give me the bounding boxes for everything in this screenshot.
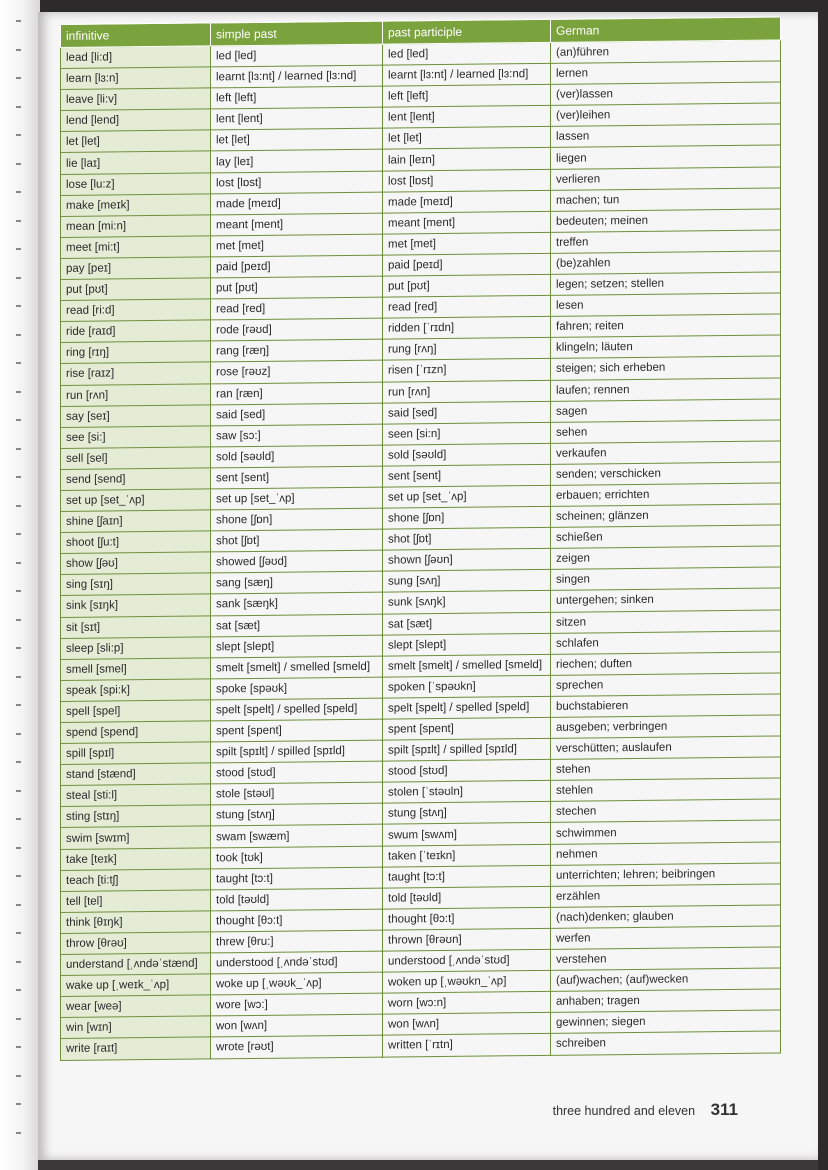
past-participle-cell: run [rʌn] bbox=[383, 380, 551, 403]
infinitive-cell: lead [li:d] bbox=[61, 46, 211, 69]
infinitive-cell: think [θɪŋk] bbox=[61, 911, 211, 934]
german-cell: scheinen; glänzen bbox=[551, 504, 781, 528]
binder-hole bbox=[16, 362, 21, 364]
past-participle-cell: stolen [ˈstəʊln] bbox=[383, 781, 551, 804]
infinitive-cell: put [pʊt] bbox=[61, 278, 211, 301]
german-cell: sprechen bbox=[551, 673, 781, 697]
past-participle-cell: said [sed] bbox=[383, 401, 551, 424]
past-participle-cell: swum [swʌm] bbox=[383, 823, 551, 846]
infinitive-cell: ring [rɪŋ] bbox=[61, 341, 211, 364]
past-participle-cell: taught [tɔ:t] bbox=[383, 865, 551, 888]
header-infinitive: infinitive bbox=[61, 23, 211, 48]
infinitive-cell: lie [laɪ] bbox=[61, 151, 211, 174]
binder-hole bbox=[16, 305, 21, 307]
german-cell: legen; setzen; stellen bbox=[551, 272, 781, 296]
past-participle-cell: set up [set_ˈʌp] bbox=[383, 485, 551, 508]
simple-past-cell: said [sed] bbox=[211, 403, 383, 426]
german-cell: singen bbox=[551, 567, 781, 591]
binder-hole bbox=[16, 1018, 21, 1020]
infinitive-cell: run [rʌn] bbox=[61, 383, 211, 406]
infinitive-cell: say [seɪ] bbox=[61, 405, 211, 428]
binder-hole bbox=[16, 847, 21, 849]
irregular-verbs-table bbox=[60, 16, 781, 1060]
simple-past-cell: swam [swæm] bbox=[211, 825, 383, 848]
simple-past-cell: smelt [smelt] / smelled [smeld] bbox=[211, 656, 383, 679]
simple-past-cell: wore [wɔ:] bbox=[211, 993, 383, 1016]
past-participle-cell: understood [ˌʌndəˈstʊd] bbox=[383, 949, 551, 972]
simple-past-cell: learnt [lɜ:nt] / learned [lɜ:nd] bbox=[211, 65, 383, 88]
german-cell: verschütten; auslaufen bbox=[551, 736, 781, 760]
book-page bbox=[38, 12, 818, 1160]
simple-past-cell: stood [stʊd] bbox=[211, 761, 383, 784]
german-cell: klingeln; läuten bbox=[551, 335, 781, 359]
past-participle-cell: thought [θɔ:t] bbox=[383, 907, 551, 930]
simple-past-cell: lay [leɪ] bbox=[211, 150, 383, 173]
past-participle-cell: learnt [lɜ:nt] / learned [lɜ:nd] bbox=[383, 63, 551, 86]
binder-hole bbox=[16, 163, 21, 165]
binder-hole bbox=[16, 448, 21, 450]
german-cell: buchstabieren bbox=[551, 694, 781, 718]
binder-strip bbox=[0, 0, 40, 1170]
german-cell: verlieren bbox=[551, 167, 781, 191]
past-participle-cell: stood [stʊd] bbox=[383, 760, 551, 783]
simple-past-cell: slept [slept] bbox=[211, 635, 383, 658]
binder-hole bbox=[16, 20, 21, 22]
binder-hole bbox=[16, 277, 21, 279]
binder-hole bbox=[16, 220, 21, 222]
simple-past-cell: meant [ment] bbox=[211, 213, 383, 236]
past-participle-cell: sent [sent] bbox=[383, 464, 551, 487]
binder-hole bbox=[16, 904, 21, 906]
german-cell: ausgeben; verbringen bbox=[551, 715, 781, 739]
infinitive-cell: tell [tel] bbox=[61, 890, 211, 913]
simple-past-cell: led [led] bbox=[211, 44, 383, 67]
past-participle-cell: let [let] bbox=[383, 127, 551, 150]
past-participle-cell: thrown [θrəʊn] bbox=[383, 928, 551, 951]
german-cell: sehen bbox=[551, 420, 781, 444]
simple-past-cell: read [red] bbox=[211, 297, 383, 320]
simple-past-cell: told [təʊld] bbox=[211, 888, 383, 911]
infinitive-cell: leave [li:v] bbox=[61, 88, 211, 111]
binder-hole bbox=[16, 704, 21, 706]
binder-hole bbox=[16, 961, 21, 963]
infinitive-cell: lose [lu:z] bbox=[61, 172, 211, 195]
infinitive-cell: win [wɪn] bbox=[61, 1016, 211, 1039]
binder-hole bbox=[16, 419, 21, 421]
german-cell: schießen bbox=[551, 525, 781, 549]
german-cell: zeigen bbox=[551, 546, 781, 570]
past-participle-cell: put [pʊt] bbox=[383, 274, 551, 297]
infinitive-cell: swim [swɪm] bbox=[61, 826, 211, 849]
german-cell: treffen bbox=[551, 230, 781, 254]
past-participle-cell: stung [stʌŋ] bbox=[383, 802, 551, 825]
past-participle-cell: read [red] bbox=[383, 295, 551, 318]
infinitive-cell: show [ʃəʊ] bbox=[61, 552, 211, 575]
infinitive-cell: ride [raɪd] bbox=[61, 320, 211, 343]
infinitive-cell: smell [smel] bbox=[61, 658, 211, 681]
binder-hole bbox=[16, 676, 21, 678]
simple-past-cell: showed [ʃəʊd] bbox=[211, 550, 383, 573]
past-participle-cell: spilt [spɪlt] / spilled [spɪld] bbox=[383, 738, 551, 761]
past-participle-cell: spelt [spelt] / spelled [speld] bbox=[383, 696, 551, 719]
page-number-words: three hundred and eleven bbox=[552, 1104, 696, 1118]
binder-hole bbox=[16, 590, 21, 592]
simple-past-cell: ran [ræn] bbox=[211, 382, 383, 405]
german-cell: (an)führen bbox=[551, 40, 781, 64]
infinitive-cell: sing [sɪŋ] bbox=[61, 573, 211, 596]
binder-hole bbox=[16, 106, 21, 108]
infinitive-cell: sting [stɪŋ] bbox=[61, 805, 211, 828]
infinitive-cell: set up [set_ˈʌp] bbox=[61, 489, 211, 512]
simple-past-cell: sang [sæŋ] bbox=[211, 571, 383, 594]
infinitive-cell: throw [θrəʊ] bbox=[61, 932, 211, 955]
simple-past-cell: let [let] bbox=[211, 128, 383, 151]
infinitive-cell: stand [stænd] bbox=[61, 763, 211, 786]
binder-hole bbox=[16, 1075, 21, 1077]
german-cell: steigen; sich erheben bbox=[551, 356, 781, 380]
past-participle-cell: led [led] bbox=[383, 42, 551, 65]
simple-past-cell: rode [rəʊd] bbox=[211, 318, 383, 341]
german-cell: (auf)wachen; (auf)wecken bbox=[551, 968, 781, 992]
bottom-shadow bbox=[38, 1160, 818, 1170]
german-cell: fahren; reiten bbox=[551, 314, 781, 338]
past-participle-cell: met [met] bbox=[383, 232, 551, 255]
german-cell: liegen bbox=[551, 145, 781, 169]
infinitive-cell: spell [spel] bbox=[61, 700, 211, 723]
simple-past-cell: lost [lɒst] bbox=[211, 171, 383, 194]
past-participle-cell: shown [ʃəʊn] bbox=[383, 549, 551, 572]
infinitive-cell: sell [sel] bbox=[61, 447, 211, 470]
infinitive-cell: let [let] bbox=[61, 130, 211, 153]
infinitive-cell: rise [raɪz] bbox=[61, 362, 211, 385]
infinitive-cell: sink [sɪŋk] bbox=[61, 594, 211, 617]
infinitive-cell: steal [sti:l] bbox=[61, 784, 211, 807]
binder-hole bbox=[16, 1132, 21, 1134]
binder-hole bbox=[16, 932, 21, 934]
simple-past-cell: understood [ˌʌndəˈstʊd] bbox=[211, 951, 383, 974]
past-participle-cell: made [meɪd] bbox=[383, 190, 551, 213]
infinitive-cell: wake up [ˌweɪk_ˈʌp] bbox=[61, 974, 211, 997]
german-cell: erzählen bbox=[551, 884, 781, 908]
simple-past-cell: sat [sæt] bbox=[211, 614, 383, 637]
german-cell: laufen; rennen bbox=[551, 377, 781, 401]
simple-past-cell: woke up [ˌwəʊk_ˈʌp] bbox=[211, 972, 383, 995]
infinitive-cell: learn [lɜ:n] bbox=[61, 67, 211, 90]
german-cell: (nach)denken; glauben bbox=[551, 905, 781, 929]
header-simple-past: simple past bbox=[211, 21, 383, 46]
past-participle-cell: sung [sʌŋ] bbox=[383, 570, 551, 593]
german-cell: riechen; duften bbox=[551, 652, 781, 676]
german-cell: verstehen bbox=[551, 947, 781, 971]
simple-past-cell: spilt [spɪlt] / spilled [spɪld] bbox=[211, 740, 383, 763]
past-participle-cell: paid [peɪd] bbox=[383, 253, 551, 276]
simple-past-cell: sank [sæŋk] bbox=[211, 593, 383, 616]
simple-past-cell: shone [ʃɒn] bbox=[211, 508, 383, 531]
simple-past-cell: sold [səʊld] bbox=[211, 445, 383, 468]
past-participle-cell: spoken [ˈspəʊkn] bbox=[383, 675, 551, 698]
past-participle-cell: sunk [sʌŋk] bbox=[383, 591, 551, 614]
infinitive-cell: mean [mi:n] bbox=[61, 215, 211, 238]
past-participle-cell: sat [sæt] bbox=[383, 612, 551, 635]
simple-past-cell: left [left] bbox=[211, 86, 383, 109]
past-participle-cell: taken [ˈteɪkn] bbox=[383, 844, 551, 867]
infinitive-cell: write [raɪt] bbox=[61, 1037, 211, 1060]
past-participle-cell: sold [səʊld] bbox=[383, 443, 551, 466]
german-cell: untergehen; sinken bbox=[551, 588, 781, 612]
simple-past-cell: met [met] bbox=[211, 234, 383, 257]
binder-hole bbox=[16, 989, 21, 991]
infinitive-cell: spend [spend] bbox=[61, 721, 211, 744]
past-participle-cell: seen [si:n] bbox=[383, 422, 551, 445]
past-participle-cell: left [left] bbox=[383, 85, 551, 108]
simple-past-cell: taught [tɔ:t] bbox=[211, 867, 383, 890]
infinitive-cell: speak [spi:k] bbox=[61, 679, 211, 702]
binder-hole bbox=[16, 334, 21, 336]
german-cell: schreiben bbox=[551, 1031, 781, 1055]
simple-past-cell: lent [lent] bbox=[211, 107, 383, 130]
header-past-participle: past participle bbox=[383, 19, 551, 44]
binder-hole bbox=[16, 619, 21, 621]
binder-hole bbox=[16, 875, 21, 877]
infinitive-cell: read [ri:d] bbox=[61, 299, 211, 322]
german-cell: stechen bbox=[551, 799, 781, 823]
german-cell: stehlen bbox=[551, 778, 781, 802]
binder-hole bbox=[16, 248, 21, 250]
simple-past-cell: thought [θɔ:t] bbox=[211, 909, 383, 932]
past-participle-cell: risen [ˈrɪzn] bbox=[383, 359, 551, 382]
binder-hole bbox=[16, 562, 21, 564]
binder-hole bbox=[16, 761, 21, 763]
german-cell: (be)zahlen bbox=[551, 251, 781, 275]
past-participle-cell: woken up [ˌwəʊkn_ˈʌp] bbox=[383, 970, 551, 993]
binder-hole bbox=[16, 77, 21, 79]
infinitive-cell: lend [lend] bbox=[61, 109, 211, 132]
simple-past-cell: put [pʊt] bbox=[211, 276, 383, 299]
infinitive-cell: take [teɪk] bbox=[61, 847, 211, 870]
german-cell: erbauen; errichten bbox=[551, 483, 781, 507]
infinitive-cell: teach [ti:tʃ] bbox=[61, 869, 211, 892]
german-cell: nehmen bbox=[551, 842, 781, 866]
simple-past-cell: made [meɪd] bbox=[211, 192, 383, 215]
german-cell: lesen bbox=[551, 293, 781, 317]
past-participle-cell: lain [leɪn] bbox=[383, 148, 551, 171]
infinitive-cell: understand [ˌʌndəˈstænd] bbox=[61, 953, 211, 976]
german-cell: werfen bbox=[551, 926, 781, 950]
past-participle-cell: shone [ʃɒn] bbox=[383, 506, 551, 529]
simple-past-cell: wrote [rəʊt] bbox=[211, 1036, 383, 1059]
infinitive-cell: see [si:] bbox=[61, 426, 211, 449]
german-cell: lassen bbox=[551, 124, 781, 148]
past-participle-cell: rung [rʌŋ] bbox=[383, 338, 551, 361]
infinitive-cell: sit [sɪt] bbox=[61, 615, 211, 638]
german-cell: sitzen bbox=[551, 609, 781, 633]
past-participle-cell: slept [slept] bbox=[383, 633, 551, 656]
binder-hole bbox=[16, 1103, 21, 1105]
past-participle-cell: meant [ment] bbox=[383, 211, 551, 234]
binder-hole bbox=[16, 134, 21, 136]
past-participle-cell: shot [ʃɒt] bbox=[383, 528, 551, 551]
simple-past-cell: sent [sent] bbox=[211, 466, 383, 489]
german-cell: verkaufen bbox=[551, 441, 781, 465]
binder-hole bbox=[16, 391, 21, 393]
binder-hole bbox=[16, 818, 21, 820]
binder-hole bbox=[16, 790, 21, 792]
binder-hole bbox=[16, 533, 21, 535]
table-body bbox=[61, 40, 781, 1060]
german-cell: senden; verschicken bbox=[551, 462, 781, 486]
simple-past-cell: won [wʌn] bbox=[211, 1014, 383, 1037]
simple-past-cell: threw [θru:] bbox=[211, 930, 383, 953]
past-participle-cell: spent [spent] bbox=[383, 717, 551, 740]
simple-past-cell: stung [stʌŋ] bbox=[211, 803, 383, 826]
binder-hole bbox=[16, 505, 21, 507]
simple-past-cell: stole [stəʊl] bbox=[211, 782, 383, 805]
past-participle-cell: written [ˈrɪtn] bbox=[383, 1034, 551, 1057]
past-participle-cell: ridden [ˈrɪdn] bbox=[383, 317, 551, 340]
binder-hole bbox=[16, 1046, 21, 1048]
simple-past-cell: spoke [spəʊk] bbox=[211, 677, 383, 700]
german-cell: unterrichten; lehren; beibringen bbox=[551, 863, 781, 887]
german-cell: gewinnen; siegen bbox=[551, 1010, 781, 1034]
infinitive-cell: shine [ʃaɪn] bbox=[61, 510, 211, 533]
binder-hole bbox=[16, 476, 21, 478]
german-cell: bedeuten; meinen bbox=[551, 209, 781, 233]
simple-past-cell: set up [set_ˈʌp] bbox=[211, 487, 383, 510]
header-german: German bbox=[551, 17, 781, 42]
simple-past-cell: spent [spent] bbox=[211, 719, 383, 742]
infinitive-cell: pay [peɪ] bbox=[61, 257, 211, 280]
past-participle-cell: worn [wɔ:n] bbox=[383, 992, 551, 1015]
simple-past-cell: rose [rəʊz] bbox=[211, 361, 383, 384]
binder-hole bbox=[16, 49, 21, 51]
page-number: 311 bbox=[710, 1100, 738, 1119]
simple-past-cell: shot [ʃɒt] bbox=[211, 529, 383, 552]
german-cell: stehen bbox=[551, 757, 781, 781]
binder-hole bbox=[16, 733, 21, 735]
infinitive-cell: spill [spɪl] bbox=[61, 742, 211, 765]
past-participle-cell: lent [lent] bbox=[383, 106, 551, 129]
simple-past-cell: spelt [spelt] / spelled [speld] bbox=[211, 698, 383, 721]
irregular-verbs-table-wrap bbox=[60, 16, 780, 1060]
infinitive-cell: wear [weə] bbox=[61, 995, 211, 1018]
simple-past-cell: saw [sɔ:] bbox=[211, 424, 383, 447]
past-participle-cell: told [təʊld] bbox=[383, 886, 551, 909]
infinitive-cell: send [send] bbox=[61, 468, 211, 491]
german-cell: schlafen bbox=[551, 631, 781, 655]
german-cell: (ver)lassen bbox=[551, 82, 781, 106]
simple-past-cell: rang [ræŋ] bbox=[211, 339, 383, 362]
infinitive-cell: sleep [sli:p] bbox=[61, 637, 211, 660]
simple-past-cell: took [tʊk] bbox=[211, 846, 383, 869]
infinitive-cell: meet [mi:t] bbox=[61, 236, 211, 259]
german-cell: anhaben; tragen bbox=[551, 989, 781, 1013]
german-cell: schwimmen bbox=[551, 820, 781, 844]
german-cell: lernen bbox=[551, 61, 781, 85]
simple-past-cell: paid [peɪd] bbox=[211, 255, 383, 278]
infinitive-cell: shoot [ʃu:t] bbox=[61, 531, 211, 554]
infinitive-cell: make [meɪk] bbox=[61, 194, 211, 217]
binder-hole bbox=[16, 191, 21, 193]
german-cell: machen; tun bbox=[551, 188, 781, 212]
past-participle-cell: smelt [smelt] / smelled [smeld] bbox=[383, 654, 551, 677]
german-cell: (ver)leihen bbox=[551, 103, 781, 127]
page-footer bbox=[553, 1100, 738, 1120]
past-participle-cell: won [wʌn] bbox=[383, 1013, 551, 1036]
binder-hole bbox=[16, 647, 21, 649]
german-cell: sagen bbox=[551, 399, 781, 423]
past-participle-cell: lost [lɒst] bbox=[383, 169, 551, 192]
